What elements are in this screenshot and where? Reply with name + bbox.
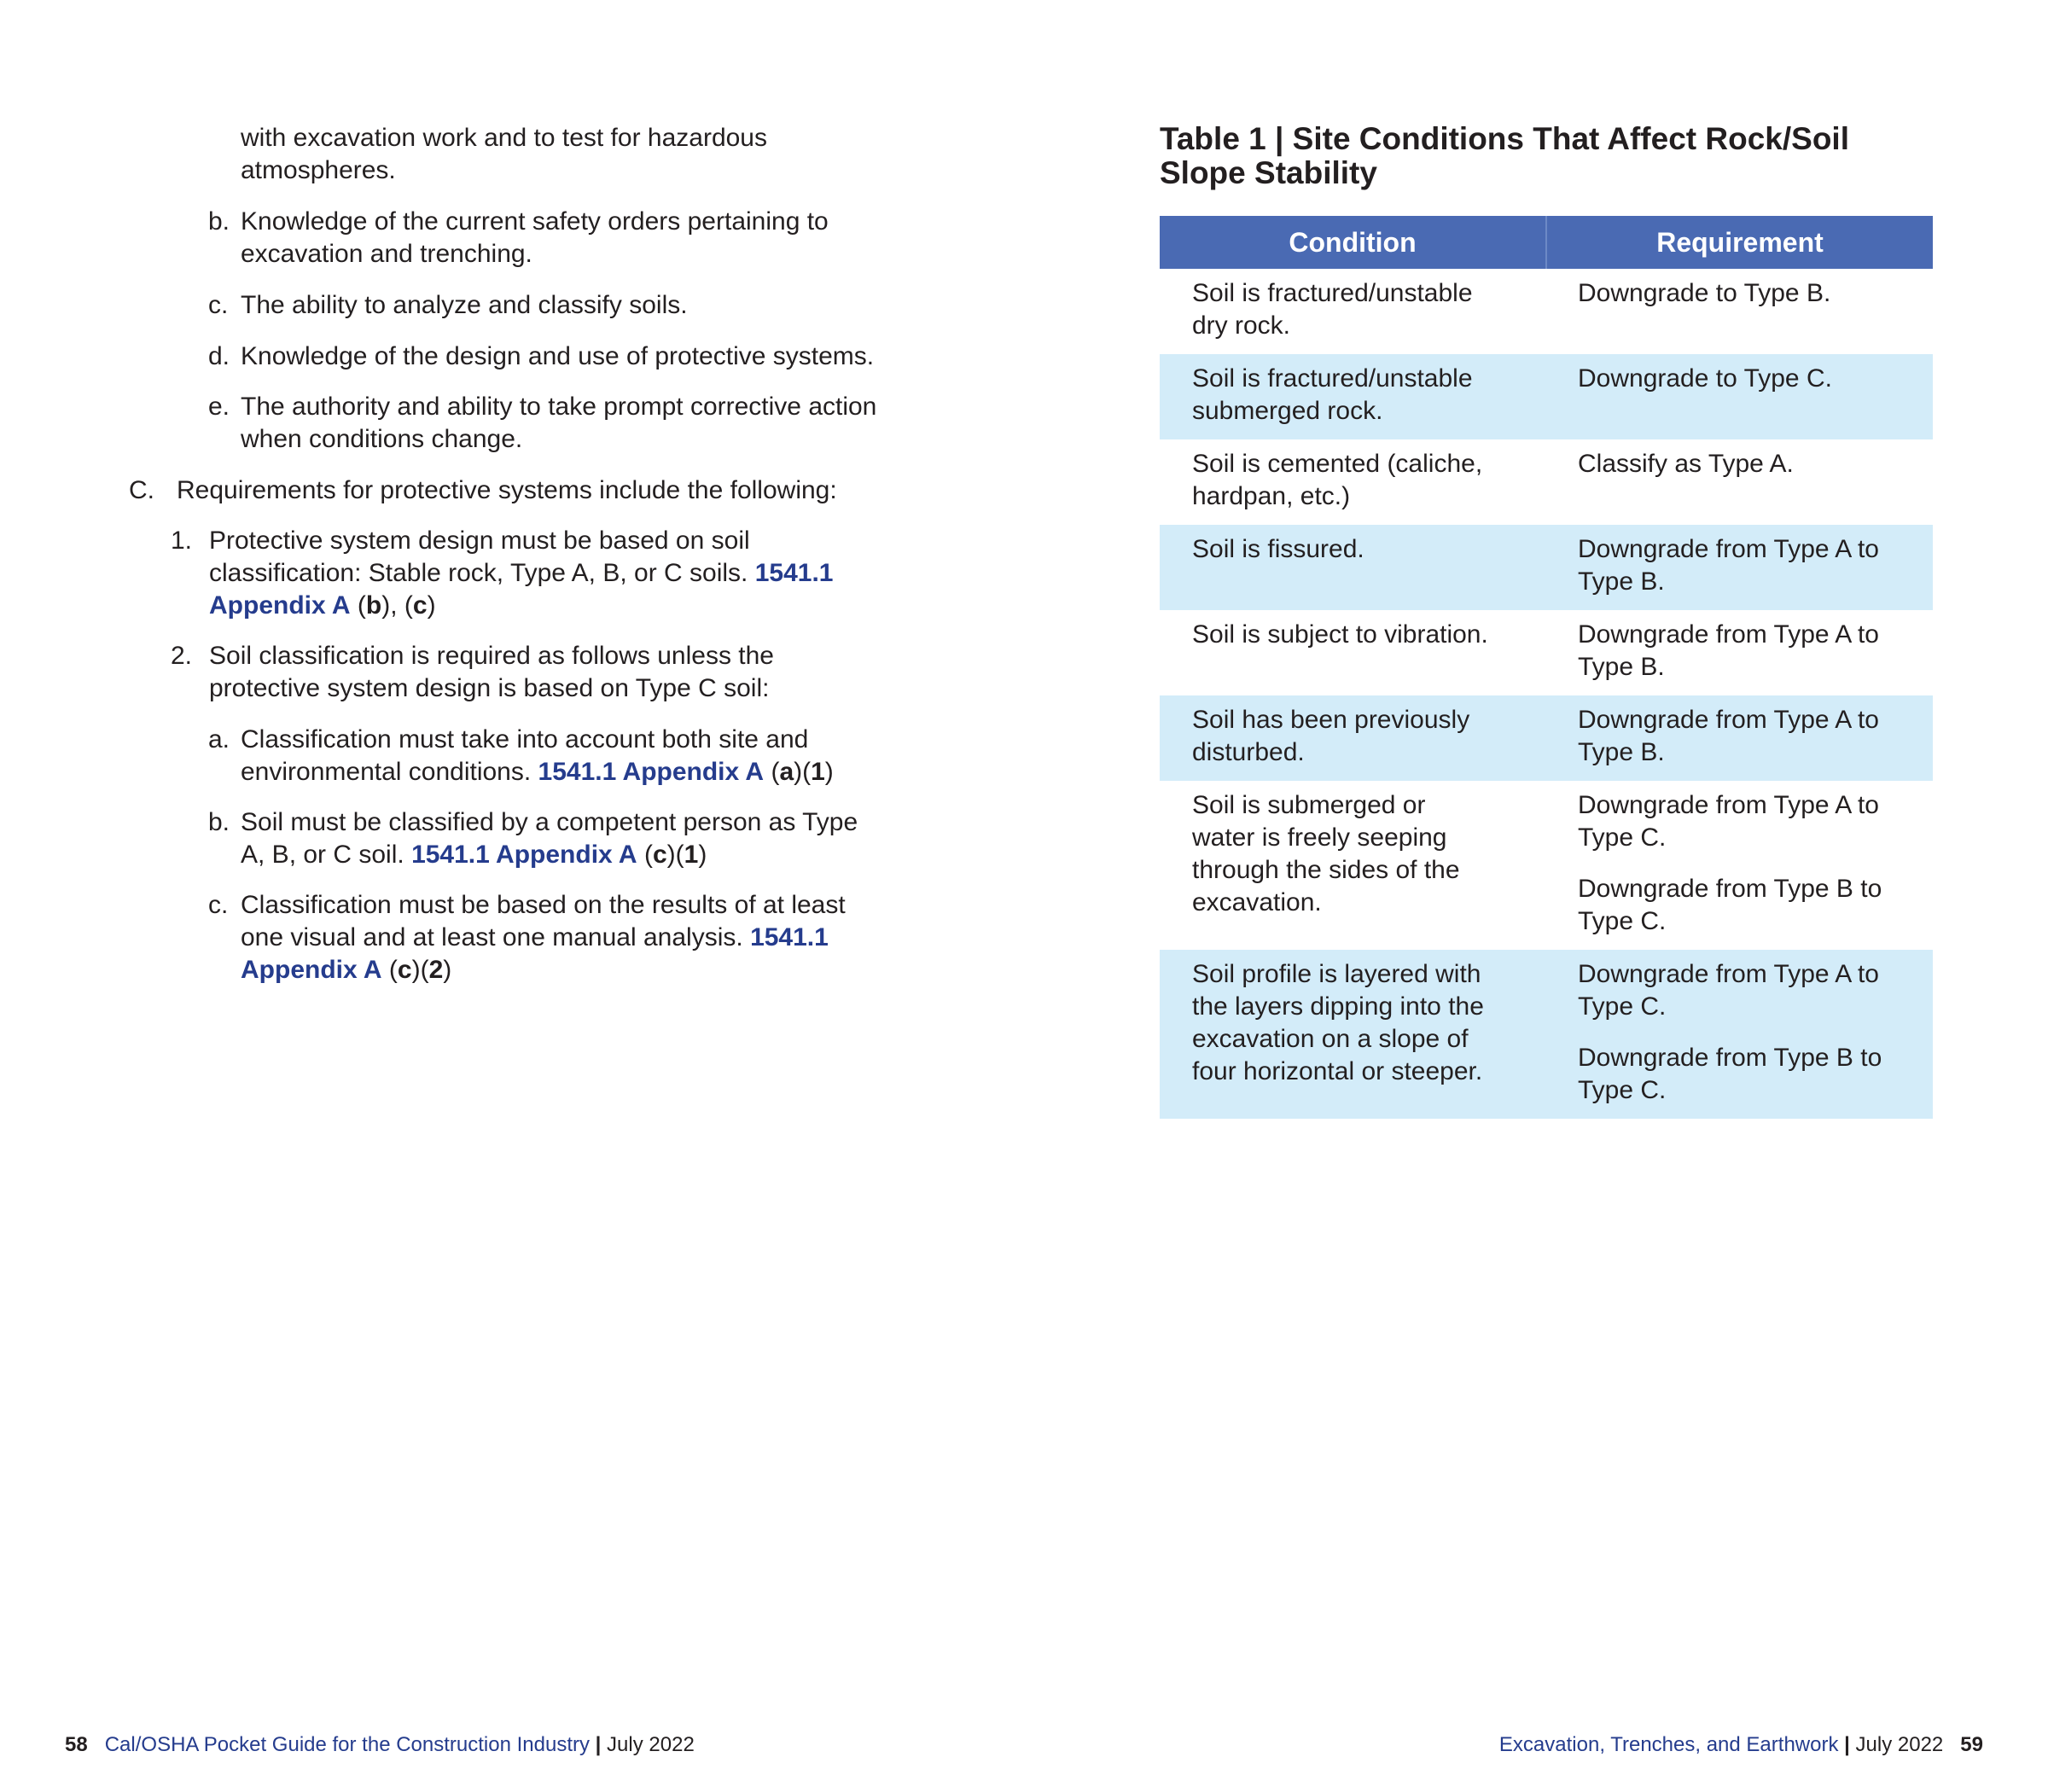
sub-c-line-1: Classification must be based on the results of at least <box>241 891 846 919</box>
item-e-text <box>241 391 876 456</box>
requirement-line: Downgrade to Type C. <box>1578 364 1832 393</box>
condition-line: Soil has been previously <box>1192 706 1470 734</box>
sub-b-reference-link[interactable]: 1541.1 Appendix A <box>411 841 637 869</box>
requirement-item <box>1578 1042 1916 1107</box>
requirement-line: Downgrade from Type A to <box>1578 960 1879 988</box>
left-footer-title: Cal/OSHA Pocket Guide for the Construction Industry <box>104 1733 590 1756</box>
table-row <box>1160 525 1933 610</box>
condition-line: Soil is subject to vibration. <box>1192 620 1488 649</box>
requirement-line: Downgrade from Type B to <box>1578 1044 1882 1072</box>
subsection-number: 1 <box>684 841 699 869</box>
table-row <box>1160 610 1933 695</box>
paren: )( <box>411 956 429 984</box>
requirement-line: Type C. <box>1578 1076 1667 1104</box>
paren: ( <box>388 956 398 984</box>
subsection-letter: b <box>365 591 382 620</box>
sub-a-text <box>241 724 834 788</box>
item-1-text <box>209 525 834 622</box>
subsection-number: 1 <box>811 758 825 786</box>
subsection-letter: c <box>397 956 412 984</box>
item-d-marker: d. <box>208 342 230 370</box>
condition-line: Soil is cemented (caliche, <box>1192 450 1483 478</box>
footer-separator: | <box>595 1733 602 1756</box>
intro-text <box>241 122 767 187</box>
item-e-line-2: when conditions change. <box>241 425 523 453</box>
header-condition: Condition <box>1160 216 1547 269</box>
paren: ( <box>771 758 780 786</box>
right-footer <box>1499 1732 1983 1758</box>
paren: ( <box>357 591 366 620</box>
condition-line: excavation. <box>1192 888 1322 916</box>
sub-c-line-3 <box>241 954 846 986</box>
paren: ) <box>698 841 707 869</box>
condition-cell <box>1160 950 1545 1119</box>
requirement-cell <box>1545 269 1933 354</box>
item-2-line-1: Soil classification is required as follows unless the <box>209 642 774 670</box>
paren: ) <box>443 956 452 984</box>
item-c-line-1: The ability to analyze and classify soils. <box>241 291 688 319</box>
sub-b-line-2 <box>241 839 858 871</box>
section-c-line: Requirements for protective systems include the following: <box>177 476 837 504</box>
condition-line: Soil is fractured/unstable <box>1192 279 1473 307</box>
sub-c-appendix-link[interactable]: Appendix A <box>241 956 382 984</box>
requirement-cell <box>1545 525 1933 610</box>
condition-line: submerged rock. <box>1192 397 1383 425</box>
item-e-marker: e. <box>208 393 230 421</box>
table-row <box>1160 695 1933 781</box>
requirement-line: Downgrade from Type A to <box>1578 535 1879 563</box>
condition-cell <box>1160 354 1545 439</box>
right-footer-title: Excavation, Trenches, and Earthwork <box>1498 1733 1839 1756</box>
requirement-line: Downgrade from Type A to <box>1578 620 1879 649</box>
section-c-marker: C. <box>129 476 154 504</box>
table-header-row <box>1160 216 1933 269</box>
requirement-line: Type C. <box>1578 992 1667 1021</box>
item-c-text <box>241 289 688 322</box>
section-c-text <box>177 474 837 507</box>
condition-line: dry rock. <box>1192 311 1291 340</box>
requirement-line: Type C. <box>1578 907 1667 935</box>
intro-line-2: atmospheres. <box>241 156 396 184</box>
condition-line: excavation on a slope of <box>1192 1025 1469 1053</box>
table-body <box>1160 269 1933 1119</box>
sub-a-line-2 <box>241 756 834 788</box>
condition-cell <box>1160 695 1545 781</box>
condition-line: through the sides of the <box>1192 856 1460 884</box>
sub-a-line-1: Classification must take into account both site and <box>241 725 809 753</box>
table-row <box>1160 781 1933 950</box>
table-row <box>1160 950 1933 1119</box>
requirement-cell <box>1545 950 1933 1119</box>
paren: )( <box>794 758 812 786</box>
table-row <box>1160 439 1933 525</box>
requirement-item <box>1578 448 1916 480</box>
requirement-line: Type B. <box>1578 653 1665 681</box>
requirement-line: Type C. <box>1578 823 1667 852</box>
sub-b-marker: b. <box>208 808 230 836</box>
table-title-line-2: Slope Stability <box>1160 155 1377 190</box>
paren: )( <box>666 841 684 869</box>
requirement-item <box>1578 704 1916 769</box>
subsection-letter: c <box>412 591 428 620</box>
condition-cell <box>1160 269 1545 354</box>
condition-line: disturbed. <box>1192 738 1305 766</box>
item-1-line-3 <box>209 590 834 622</box>
item-d-line-1: Knowledge of the design and use of protective systems. <box>241 342 875 370</box>
requirement-line: Downgrade from Type A to <box>1578 791 1879 819</box>
requirement-cell <box>1545 695 1933 781</box>
item-2-line-2: protective system design is based on Type C soil: <box>209 674 770 702</box>
condition-line: Soil is fractured/unstable <box>1192 364 1473 393</box>
item-2-text <box>209 640 774 705</box>
right-page-number: 59 <box>1960 1733 1983 1756</box>
requirement-item <box>1578 789 1916 854</box>
sub-c-line-2 <box>241 922 846 954</box>
sub-c-reference-link[interactable]: 1541.1 <box>750 923 829 951</box>
requirement-cell <box>1545 439 1933 525</box>
requirement-item <box>1578 533 1916 598</box>
sub-a-marker: a. <box>208 725 230 753</box>
sub-c-marker: c. <box>208 891 229 919</box>
item-b-marker: b. <box>208 207 230 236</box>
item-b-line-1: Knowledge of the current safety orders pertaining to <box>241 207 829 236</box>
item-1-line-2 <box>209 557 834 590</box>
left-footer-date: July 2022 <box>607 1733 695 1756</box>
sub-b-line-1: Soil must be classified by a competent person as Type <box>241 808 858 836</box>
item-b-text <box>241 206 829 271</box>
table-row <box>1160 354 1933 439</box>
intro-line-1: with excavation work and to test for hazardous <box>241 124 767 152</box>
condition-line: Soil is submerged or <box>1192 791 1426 819</box>
condition-line: Soil is fissured. <box>1192 535 1364 563</box>
requirement-line: Downgrade from Type B to <box>1578 875 1882 903</box>
condition-cell <box>1160 525 1545 610</box>
paren: ( <box>643 841 653 869</box>
site-conditions-table <box>1160 216 1933 1119</box>
item-1-appendix-link[interactable]: Appendix A <box>209 591 351 620</box>
table-title-line-1: Table 1 | Site Conditions That Affect Rock/Soil <box>1160 121 1849 156</box>
header-requirement: Requirement <box>1656 226 1824 258</box>
sub-a-reference-link[interactable]: 1541.1 Appendix A <box>538 758 765 786</box>
table-title <box>1160 122 1928 190</box>
subsection-number: 2 <box>428 956 444 984</box>
requirement-line: Classify as Type A. <box>1578 450 1794 478</box>
footer-separator: | <box>1844 1733 1850 1756</box>
paren: ) <box>427 591 436 620</box>
paren: ) <box>824 758 834 786</box>
item-d-text <box>241 340 874 373</box>
requirement-line: Downgrade to Type B. <box>1578 279 1831 307</box>
condition-line: four horizontal or steeper. <box>1192 1057 1483 1085</box>
requirement-item <box>1578 277 1916 310</box>
condition-line: hardpan, etc.) <box>1192 482 1351 510</box>
item-1-reference-link[interactable]: 1541.1 <box>754 559 834 587</box>
requirement-cell <box>1545 781 1933 950</box>
subsection-letter: a <box>779 758 794 786</box>
condition-cell <box>1160 781 1545 950</box>
requirement-line: Downgrade from Type A to <box>1578 706 1879 734</box>
item-c-marker: c. <box>208 291 229 319</box>
condition-cell <box>1160 610 1545 695</box>
left-page-number: 58 <box>65 1733 88 1756</box>
sub-c-line-2-text: one visual and at least one manual analysis. <box>241 923 743 951</box>
requirement-item <box>1578 363 1916 395</box>
condition-line: the layers dipping into the <box>1192 992 1484 1021</box>
sub-b-text <box>241 806 858 871</box>
condition-line: Soil profile is layered with <box>1192 960 1481 988</box>
right-footer-date: July 2022 <box>1855 1733 1944 1756</box>
item-1-line-1: Protective system design must be based on soil <box>209 527 750 555</box>
table-row <box>1160 269 1933 354</box>
paren: ), ( <box>381 591 413 620</box>
requirement-line: Type B. <box>1578 567 1665 596</box>
requirement-cell <box>1545 354 1933 439</box>
sub-a-line-2-text: environmental conditions. <box>241 758 532 786</box>
item-1-line-2-text: classification: Stable rock, Type A, B, or C soils. <box>209 559 748 587</box>
sub-c-text <box>241 889 846 986</box>
requirement-cell <box>1545 610 1933 695</box>
left-footer <box>65 1732 695 1758</box>
condition-line: water is freely seeping <box>1192 823 1447 852</box>
sub-b-line-2-text: A, B, or C soil. <box>241 841 404 869</box>
condition-cell <box>1160 439 1545 525</box>
item-2-marker: 2. <box>171 642 193 670</box>
item-1-marker: 1. <box>171 527 193 555</box>
item-b-line-2: excavation and trenching. <box>241 240 532 268</box>
requirement-item <box>1578 873 1916 938</box>
requirement-line: Type B. <box>1578 738 1665 766</box>
subsection-letter: c <box>652 841 667 869</box>
right-page <box>1024 0 2048 1792</box>
requirement-item <box>1578 619 1916 684</box>
item-e-line-1: The authority and ability to take prompt corrective action <box>241 393 877 421</box>
requirement-item <box>1578 958 1916 1023</box>
